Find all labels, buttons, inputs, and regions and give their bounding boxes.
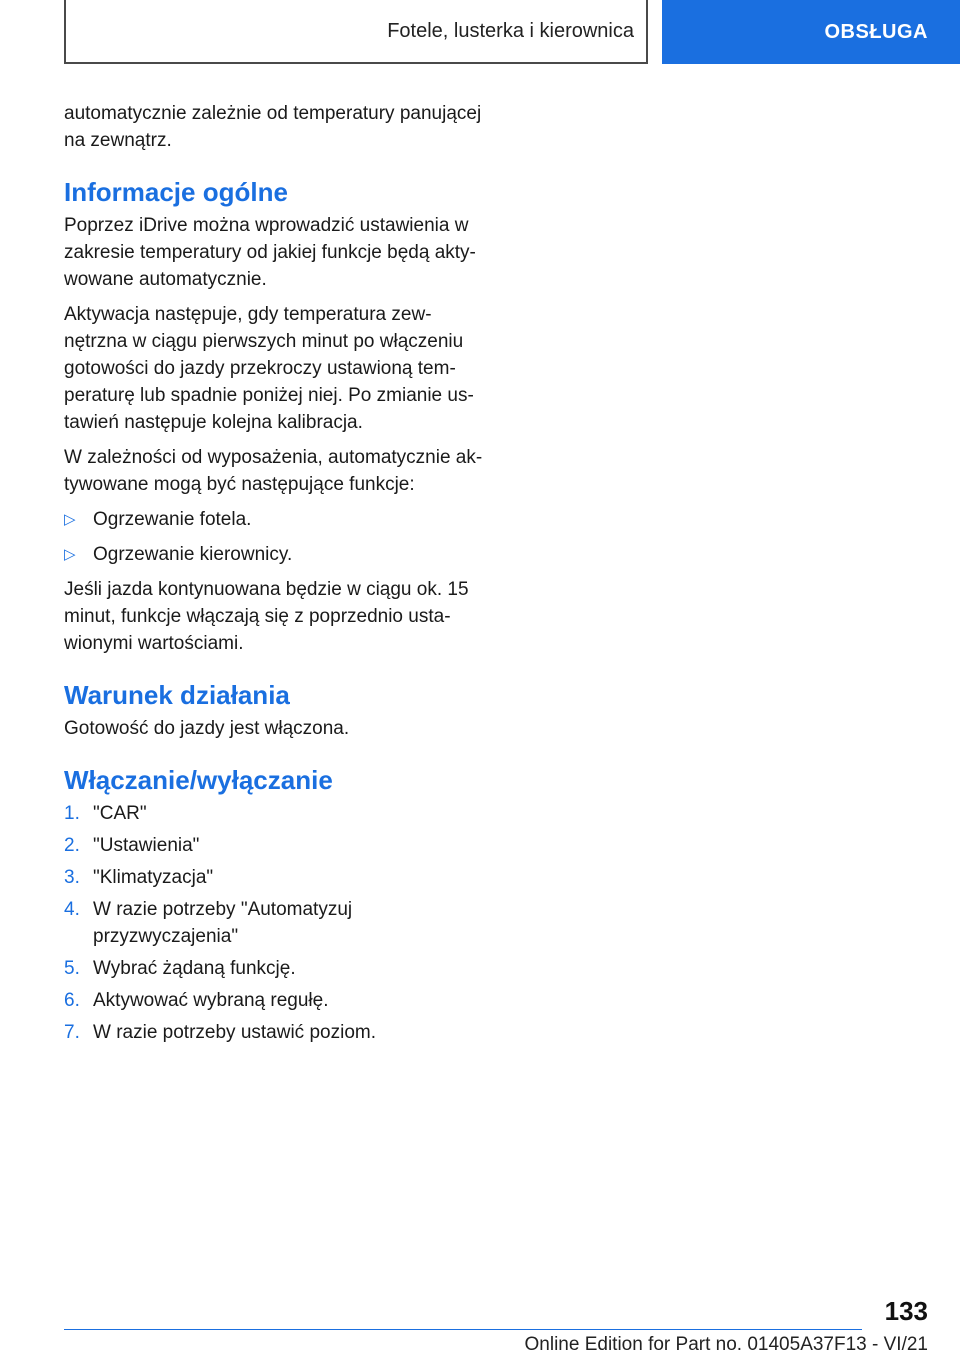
general-paragraph-4: Jeśli jazda kontynuowana będzie w ciągu ok. 15 minut, funkcje włączają się z poprzednio ustawionymi wartościami. (64, 579, 469, 654)
step-item (64, 1019, 484, 1046)
list-item-text: Ogrzewanie kierownicy. (93, 544, 293, 565)
step-number: 1. (64, 803, 80, 824)
triangle-bullet-icon: ▷ (64, 546, 76, 563)
step-text: "CAR" (93, 803, 147, 824)
step-item (64, 987, 484, 1014)
heading-general: Informacje ogólne (64, 177, 288, 207)
section-title: Fotele, lusterka i kierownica (387, 19, 634, 42)
heading-condition: Warunek działania (64, 680, 290, 710)
step-number: 5. (64, 958, 80, 979)
step-text: Wybrać żądaną funkcję. (93, 958, 296, 979)
step-text: W razie potrzeby "Automatyzuj przyzwyczajenia" (93, 899, 353, 947)
step-text: "Klimatyzacja" (93, 867, 214, 888)
footer-divider (64, 1329, 862, 1330)
step-item (64, 800, 484, 827)
general-paragraph-2: Aktywacja następuje, gdy temperatura zewnętrzna w ciągu pierwszych minut po włączeniu gotowości do jazdy przekroczy ustawioną temperaturę lub spadnie poniżej niej. Po zmianie ustawień następuje kolejna kalibracja. (64, 304, 474, 433)
step-number: 6. (64, 990, 80, 1011)
intro-paragraph: automatycznie zależnie od temperatury panującej na zewnątrz. (64, 103, 482, 151)
header-tab (662, 0, 960, 64)
step-number: 7. (64, 1022, 80, 1043)
condition-paragraph: Gotowość do jazdy jest włączona. (64, 718, 350, 739)
list-item-text: Ogrzewanie fotela. (93, 509, 252, 530)
step-number: 3. (64, 867, 80, 888)
step-number: 2. (64, 835, 80, 856)
step-number: 4. (64, 899, 80, 920)
step-text: Aktywować wybraną regułę. (93, 990, 329, 1011)
tab-label: OBSŁUGA (824, 20, 928, 43)
list-item (64, 541, 484, 568)
header-section-title (64, 0, 648, 64)
general-paragraph-3: W zależności od wyposażenia, automatycznie aktywowane mogą być następujące funkcje: (64, 447, 483, 495)
step-item (64, 832, 484, 859)
general-paragraph-1: Poprzez iDrive można wprowadzić ustawienia w zakresie temperatury od jakiej funkcje będą aktywowane automatycznie. (64, 215, 476, 290)
step-text: "Ustawienia" (93, 835, 200, 856)
step-item (64, 896, 484, 950)
page-content (64, 100, 484, 1051)
steps-list (64, 800, 484, 1046)
step-item (64, 955, 484, 982)
heading-onoff: Włączanie/wyłączanie (64, 765, 333, 795)
edition-note: Online Edition for Part no. 01405A37F13 - VI/21 (524, 1334, 928, 1355)
step-text: W razie potrzeby ustawić poziom. (93, 1022, 376, 1043)
list-item (64, 506, 484, 533)
step-item (64, 864, 484, 891)
triangle-bullet-icon: ▷ (64, 511, 76, 528)
page-number: 133 (884, 1296, 928, 1326)
